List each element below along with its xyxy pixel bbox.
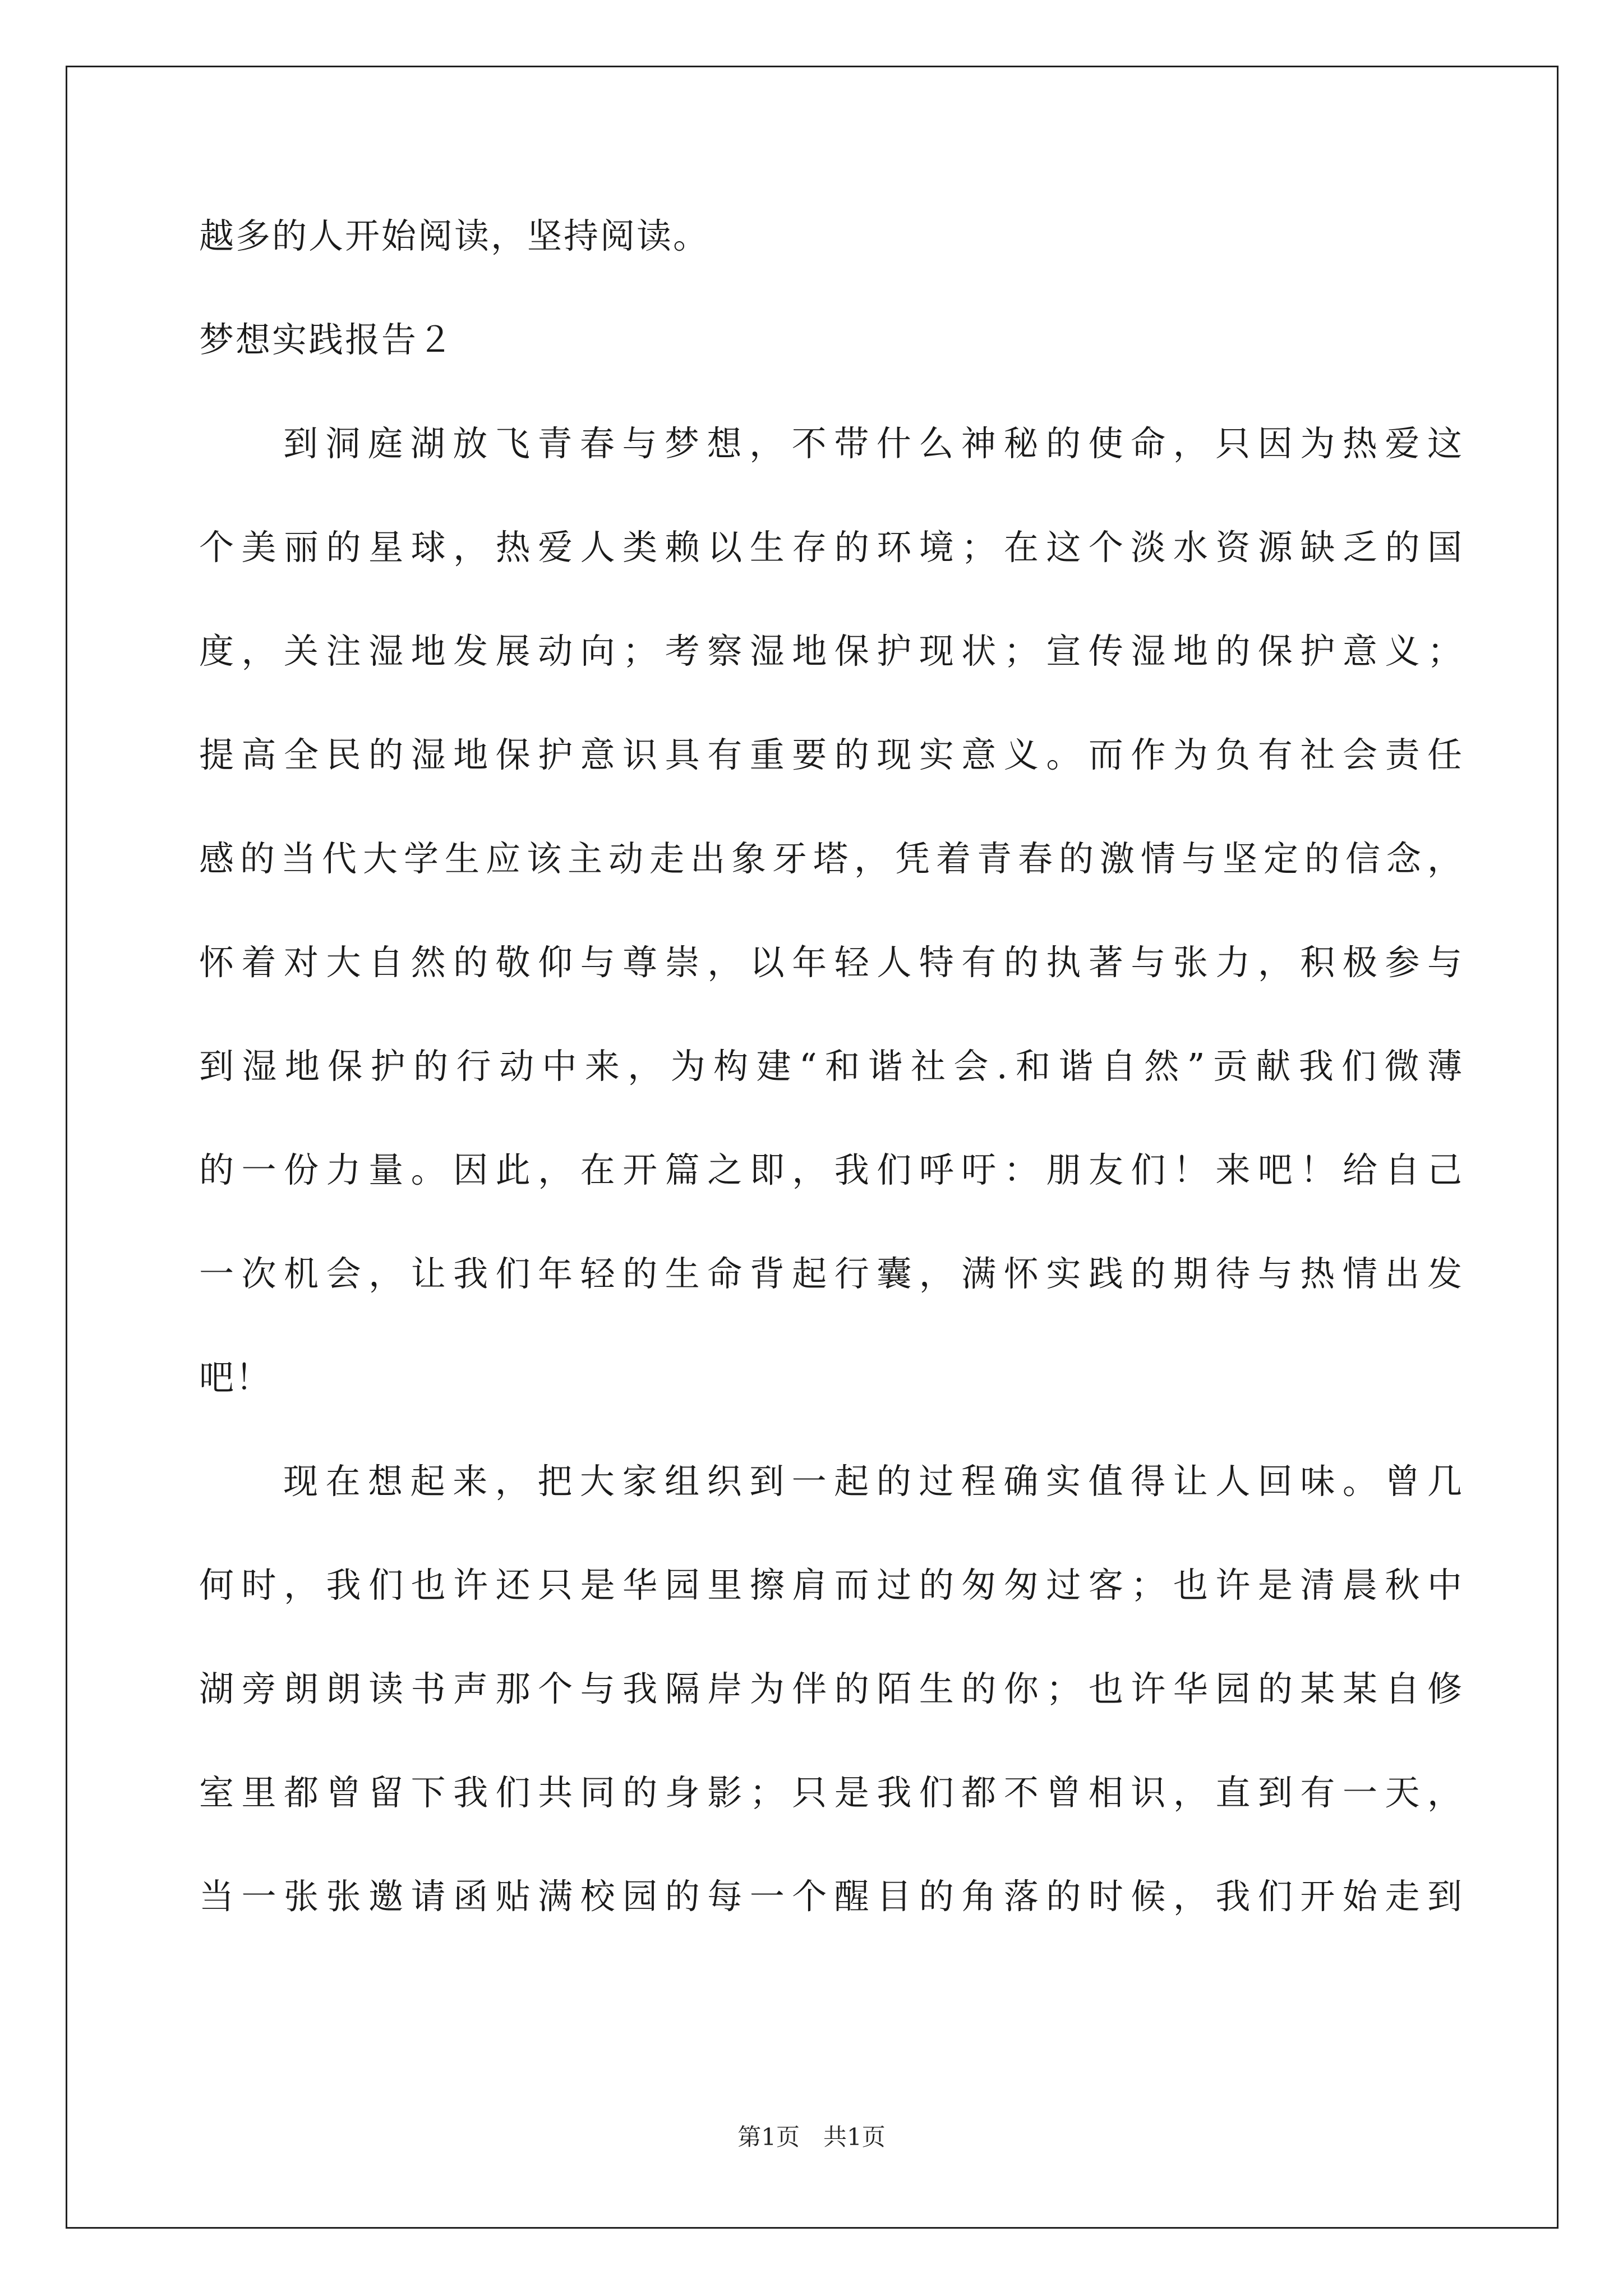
text-line: 一次机会，让我们年轻的生命背起行囊，满怀实践的期待与热情出发 — [199, 1253, 1464, 1294]
text-line: 越多的人开始阅读，坚持阅读。 — [199, 215, 710, 256]
text-line: 室里都曾留下我们共同的身影；只是我们都不曾相识，直到有一天， — [199, 1772, 1464, 1813]
page-footer: 第1页 共1页 — [737, 2123, 886, 2151]
text-line: 吧！ — [199, 1357, 273, 1398]
text-line: 提高全民的湿地保护意识具有重要的现实意义。而作为负有社会责任 — [199, 734, 1464, 775]
text-line: 到湿地保护的行动中来，为构建“和谐社会.和谐自然”贡献我们微薄 — [199, 1046, 1464, 1087]
text-line: 何时，我们也许还只是华园里擦肩而过的匆匆过客；也许是清晨秋中 — [199, 1565, 1464, 1605]
text-line: 个美丽的星球，热爱人类赖以生存的环境；在这个淡水资源缺乏的国 — [199, 527, 1464, 568]
text-line: 到洞庭湖放飞青春与梦想，不带什么神秘的使命，只因为热爱这 — [283, 423, 1464, 464]
document-body — [199, 213, 1464, 1977]
text-line: 度，关注湿地发展动向；考察湿地保护现状；宣传湿地的保护意义； — [199, 631, 1464, 671]
text-line: 感的当代大学生应该主动走出象牙塔，凭着青春的激情与坚定的信念， — [199, 838, 1464, 879]
text-line: 当一张张邀请函贴满校园的每一个醒目的角落的时候，我们开始走到 — [199, 1876, 1464, 1917]
text-line: 怀着对大自然的敬仰与尊崇，以年轻人特有的执著与张力，积极参与 — [199, 942, 1464, 983]
text-line: 的一份力量。因此，在开篇之即，我们呼吁：朋友们！来吧！给自己 — [199, 1149, 1464, 1190]
text-line: 湖旁朗朗读书声那个与我隔岸为伴的陌生的你；也许华园的某某自修 — [199, 1668, 1464, 1709]
section-heading: 梦想实践报告２ — [199, 319, 455, 360]
text-line: 现在想起来，把大家组织到一起的过程确实值得让人回味。曾几 — [283, 1461, 1464, 1502]
